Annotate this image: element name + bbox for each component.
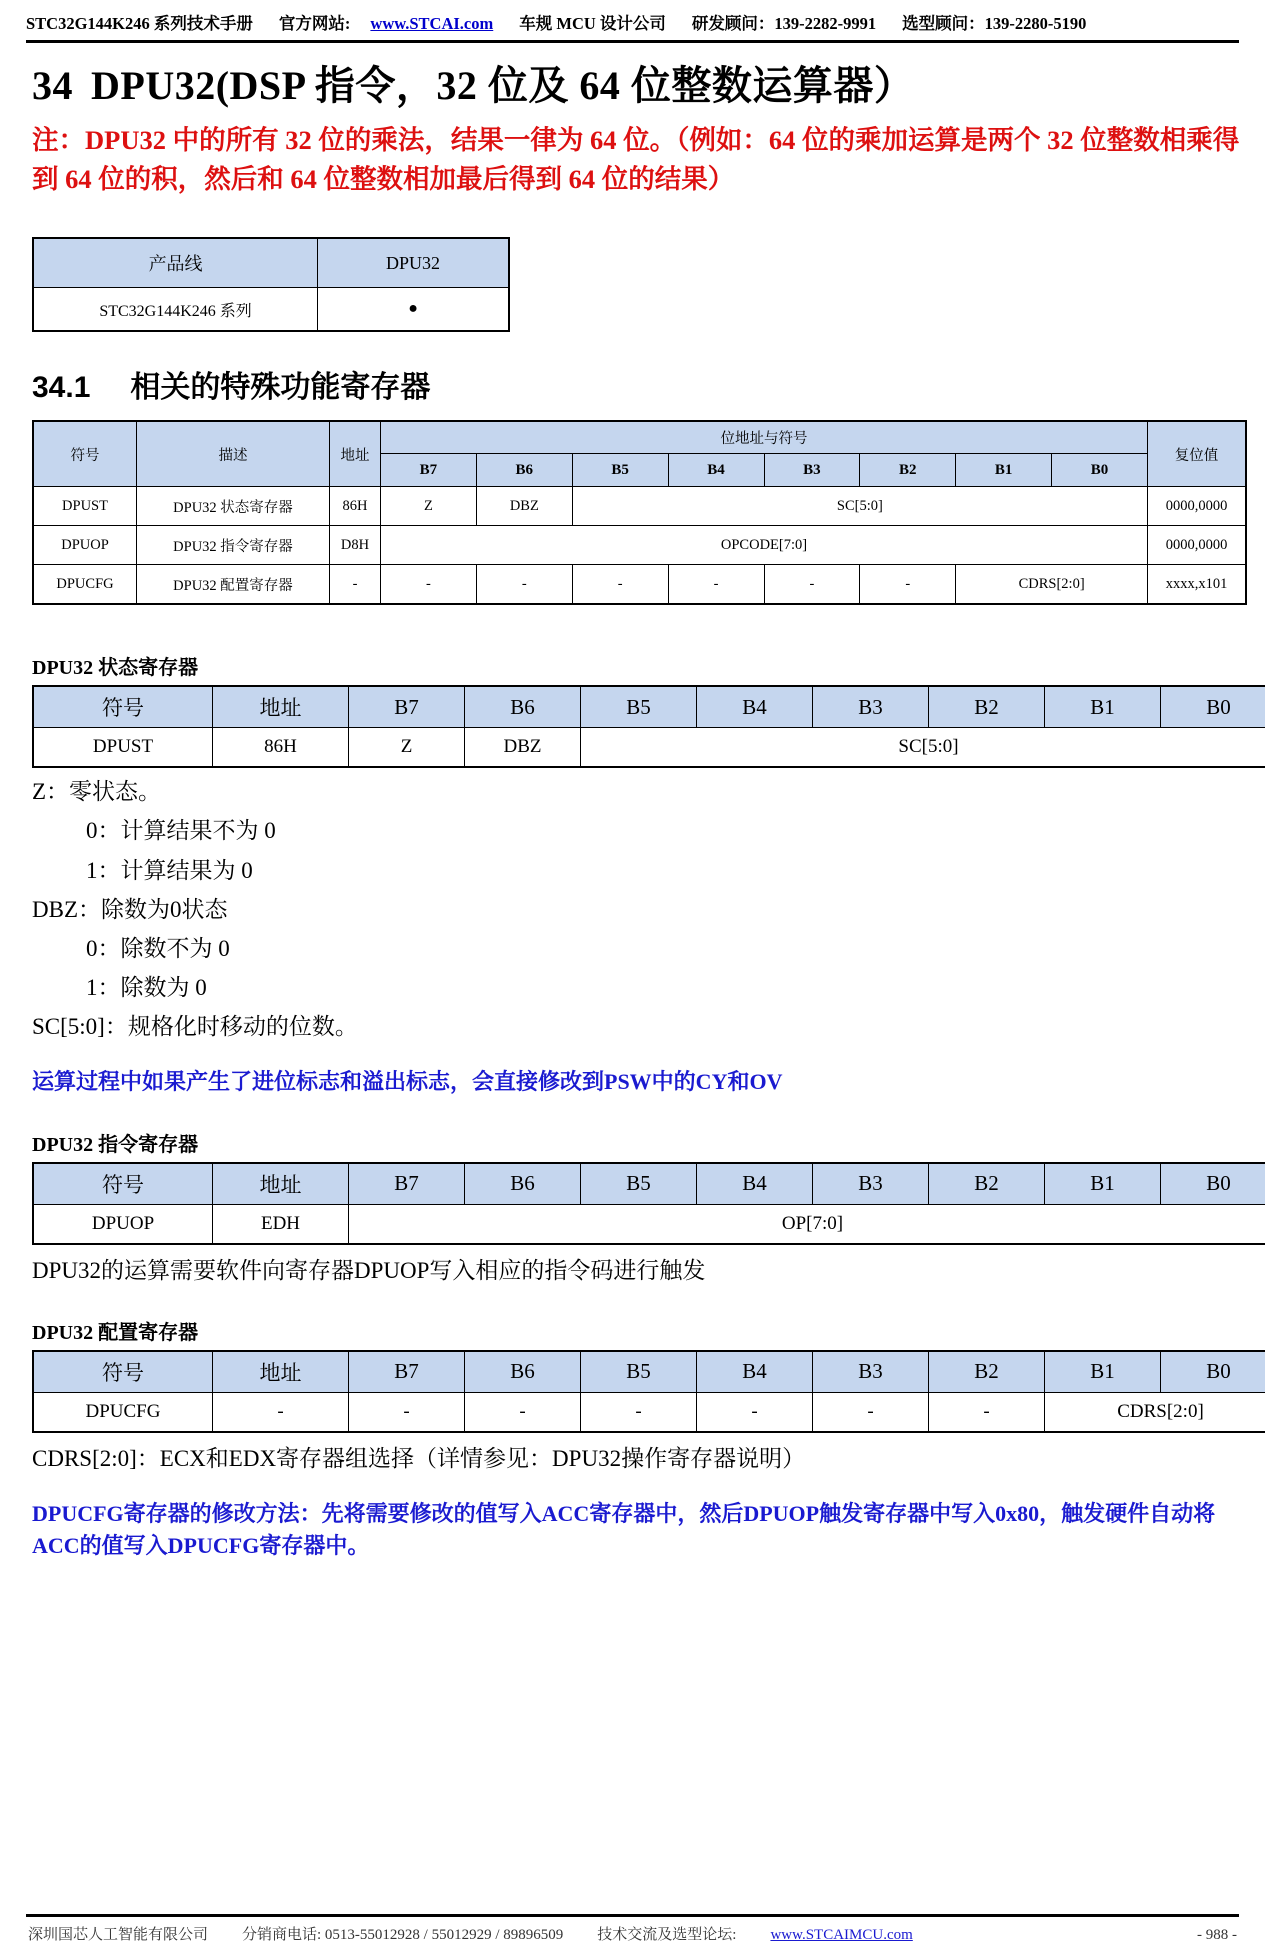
reg-col-b4: B4 [697,1163,813,1205]
sfr-col-symbol: 符号 [33,421,137,487]
table-row [33,1392,1265,1432]
reg-col-b6: B6 [465,686,581,728]
reg-address: 86H [213,728,349,768]
page-footer-wrapper [18,1914,1247,1944]
table-row [33,565,1246,605]
sfr-col-description: 描述 [137,421,330,487]
table-row [33,487,1246,526]
sfr-bitfield: CDRS[2:0] [956,565,1148,605]
reg-bit-b7: - [349,1392,465,1432]
reg-col-b7: B7 [349,1163,465,1205]
sfr-bit-b5: B5 [572,453,668,487]
sfr-address: D8H [330,526,381,565]
status-desc-line: DBZ：除数为0状态 [32,896,228,922]
opcode-register-note: DPU32的运算需要软件向寄存器DPUOP写入相应的指令码进行触发 [32,1257,706,1283]
sfr-bitfield: Z [381,487,477,526]
header-selection-consultant: 选型顾问：139-2280-5190 [902,14,1087,33]
sfr-reset-value: 0000,0000 [1148,487,1247,526]
sfr-col-address: 地址 [330,421,381,487]
status-register-table [32,685,1265,768]
footer-page-number: - 988 - [1197,1927,1237,1943]
reg-bit-b4: - [697,1392,813,1432]
reg-symbol: DPUST [33,728,213,768]
sfr-description: DPU32 配置寄存器 [137,565,330,605]
status-desc-line: 0：除数不为 0 [86,935,230,961]
status-desc-line: 1：除数为 0 [86,974,207,1000]
reg-col-b0: B0 [1161,1163,1265,1205]
sfr-reset-value: 0000,0000 [1148,526,1247,565]
reg-col-b2: B2 [929,686,1045,728]
config-register-heading: DPU32 配置寄存器 [32,1321,199,1344]
config-register-table [32,1350,1265,1433]
section-title-text: 相关的特殊功能寄存器 [130,371,431,405]
reg-col-b0: B0 [1161,686,1265,728]
sfr-bitfield: SC[5:0] [572,487,1147,526]
reg-col-address: 地址 [213,1163,349,1205]
reg-address: - [213,1392,349,1432]
spacer [18,1098,1247,1128]
config-register-note: CDRS[2:0]：ECX和EDX寄存器组选择（详情参见：DPU32操作寄存器说明） [32,1445,806,1471]
spacer [18,605,1247,651]
footer-company: 深圳国芯人工智能有限公司 [28,1927,209,1943]
reg-bit-b7: Z [349,728,465,768]
reg-col-b4: B4 [697,1351,813,1393]
status-register-heading: DPU32 状态寄存器 [32,657,199,680]
reg-col-b7: B7 [349,686,465,728]
reg-bit-b2: - [929,1392,1045,1432]
reg-col-b1: B1 [1045,1351,1161,1393]
header-rd-consultant: 研发顾问：139-2282-9991 [691,14,877,33]
reg-col-b5: B5 [581,1163,697,1205]
footer-forum-link[interactable]: www.STCAIMCU.com [770,1927,913,1943]
reg-col-b0: B0 [1161,1351,1265,1393]
page-header [18,0,1247,34]
header-site-link[interactable]: www.STCAI.com [370,14,494,33]
status-desc-line: 0：计算结果不为 0 [86,818,276,844]
sfr-bit-b2: B2 [860,453,956,487]
sfr-bitfield: OPCODE[7:0] [381,526,1148,565]
reg-symbol: DPUCFG [33,1392,213,1432]
sfr-bit-b3: B3 [764,453,860,487]
reg-col-b3: B3 [813,686,929,728]
table-header-row [33,1351,1265,1393]
reg-col-address: 地址 [213,1351,349,1393]
sfr-col-bitgroup: 位地址与符号 [381,421,1148,453]
reg-col-b3: B3 [813,1163,929,1205]
sfr-bit-b1: B1 [956,453,1052,487]
reg-col-b3: B3 [813,1351,929,1393]
reg-bit-b3: - [813,1392,929,1432]
reg-col-b5: B5 [581,1351,697,1393]
sfr-summary-table [32,420,1247,605]
header-manual-title: STC32G144K246 系列技术手册 [26,14,253,33]
reg-col-b2: B2 [929,1351,1045,1393]
sfr-description: DPU32 指令寄存器 [137,526,330,565]
sfr-bitfield: - [572,565,668,605]
reg-col-b2: B2 [929,1163,1045,1205]
reg-bit-range: OP[7:0] [349,1204,1265,1244]
status-desc-line: Z：零状态。 [32,779,162,805]
reg-bit-range: CDRS[2:0] [1045,1392,1265,1432]
footer-divider [26,1914,1239,1917]
sfr-bitfield: - [381,565,477,605]
reg-bit-b6: DBZ [465,728,581,768]
chapter-heading [32,63,1247,109]
sfr-col-reset: 复位值 [1148,421,1247,487]
status-desc-line: 1：计算结果为 0 [86,857,253,883]
chapter-title-text: DPU32(DSP 指令，32 位及 64 位整数运算器） [91,63,915,108]
sfr-address: - [330,565,381,605]
section-number: 34.1 [32,371,91,405]
reg-bit-b5: - [581,1392,697,1432]
header-divider [26,40,1239,43]
sfr-symbol: DPUCFG [33,565,137,605]
sfr-bit-b7: B7 [381,453,477,487]
header-company: 车规 MCU 设计公司 [519,14,666,33]
footer-distributor-phone: 分销商电话: 0513-55012928 / 55012929 / 89896509 [242,1927,564,1943]
opcode-register-heading: DPU32 指令寄存器 [32,1133,199,1156]
table-row [33,1204,1265,1244]
chapter-red-note: 注：DPU32 中的所有 32 位的乘法，结果一律为 64 位。（例如：64 位的乘加运算是两个 32 位整数相乘得到 64 位的积，然后和 64 位整数相加最后得到 64 位的结果） [32,125,1240,195]
status-desc-line: SC[5:0]：规格化时移动的位数。 [32,1013,358,1039]
table-row [33,288,509,332]
table-row [33,728,1265,768]
spacer [18,1286,1247,1316]
reg-col-b6: B6 [465,1351,581,1393]
chapter-number: 34 [32,63,73,108]
config-blue-note: DPUCFG寄存器的修改方法：先将需要修改的值写入ACC寄存器中，然后DPUOP触发寄存器中写入0x80，触发硬件自动将ACC的值写入DPUCFG寄存器中。 [32,1500,1216,1558]
sfr-reset-value: xxxx,x101 [1148,565,1247,605]
footer-forum-label: 技术交流及选型论坛: [597,1927,737,1943]
table-header-row [33,238,509,288]
reg-bit-b6: - [465,1392,581,1432]
sfr-bitfield: - [764,565,860,605]
reg-col-b1: B1 [1045,1163,1161,1205]
sfr-address: 86H [330,487,381,526]
sfr-bitfield: - [476,565,572,605]
reg-col-b5: B5 [581,686,697,728]
table-header-row [33,686,1265,728]
reg-bit-range: SC[5:0] [581,728,1265,768]
page-footer [18,1923,1247,1944]
header-site-label: 官方网站: [278,14,351,33]
product-feature-header: DPU32 [318,238,509,288]
table-header-row [33,1163,1265,1205]
sfr-bit-b6: B6 [476,453,572,487]
section-heading [32,362,1247,406]
status-blue-note: 运算过程中如果产生了进位标志和溢出标志，会直接修改到PSW中的CY和OV [32,1068,783,1094]
reg-col-b1: B1 [1045,686,1161,728]
reg-col-b7: B7 [349,1351,465,1393]
reg-address: EDH [213,1204,349,1244]
sfr-bitfield: - [668,565,764,605]
table-row [33,526,1246,565]
product-line-header: 产品线 [33,238,318,288]
sfr-symbol: DPUOP [33,526,137,565]
reg-col-symbol: 符号 [33,1351,213,1393]
sfr-description: DPU32 状态寄存器 [137,487,330,526]
sfr-bitfield: - [860,565,956,605]
sfr-symbol: DPUST [33,487,137,526]
sfr-bit-b4: B4 [668,453,764,487]
product-support-dot: ● [318,288,509,332]
table-header-row-top [33,421,1246,453]
reg-col-symbol: 符号 [33,1163,213,1205]
product-line-name: STC32G144K246 系列 [33,288,318,332]
reg-col-b6: B6 [465,1163,581,1205]
reg-col-address: 地址 [213,686,349,728]
product-line-table [32,237,510,332]
sfr-bitfield: DBZ [476,487,572,526]
reg-col-b4: B4 [697,686,813,728]
opcode-register-table [32,1162,1265,1245]
reg-symbol: DPUOP [33,1204,213,1244]
reg-col-symbol: 符号 [33,686,213,728]
sfr-bit-b0: B0 [1052,453,1148,487]
